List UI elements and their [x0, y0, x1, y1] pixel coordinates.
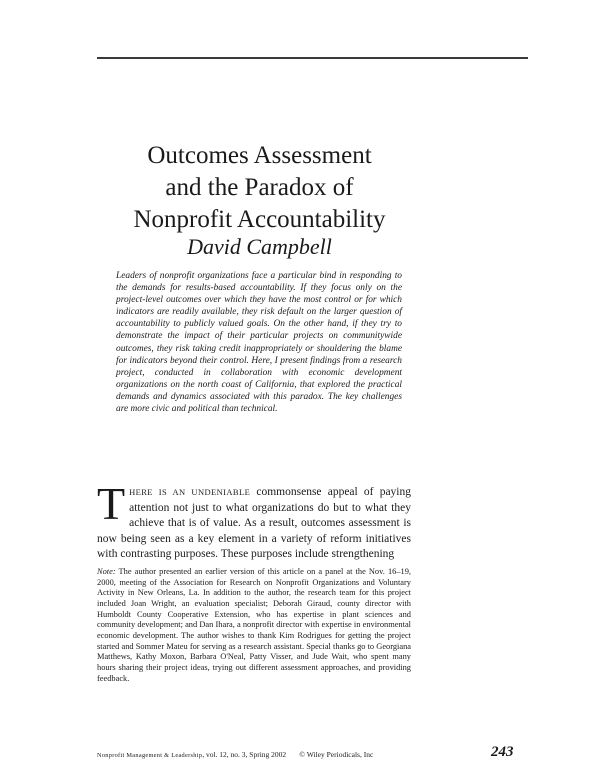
- title-line-1: Outcomes Assessment: [147, 142, 372, 169]
- note-label: Note:: [97, 567, 116, 576]
- footer: [97, 750, 373, 759]
- title-line-3: Nonprofit Accountability: [133, 206, 386, 233]
- body-paragraph: commonsense appeal of paying attention not just to what organizations do but to what they achieve that is of value. As a result, outcomes assessment is now being seen as a key element in a variety of reform initiatives with contrasting purposes. These purposes include strengthening: [97, 486, 411, 561]
- page-number: 243: [491, 744, 514, 760]
- copyright: © Wiley Periodicals, Inc: [299, 750, 374, 759]
- abstract: Leaders of nonprofit organizations face a particular bind in responding to the demands for results-based accountability. If they focus only on the project-level outcomes over which they have the most control or for which indicators are readily available, they risk default on the larger question of accountability to publicly valued goals. On the other hand, if they try to demonstrate the impact of their particular projects on communitywide outcomes, they risk taking credit inappropriately or shouldering the blame for indicators beyond their control. Here, I present findings from a research project, conducted in collaboration with economic development organizations on the north coast of California, that explored the practical demands and dynamics associated with this paradox. The key challenges are more civic and political than technical.: [116, 271, 402, 415]
- author-name: David Campbell: [187, 234, 332, 259]
- title-line-2: and the Paradox of: [165, 174, 354, 201]
- article-title: [97, 140, 422, 236]
- issue-info: , vol. 12, no. 3, Spring 2002: [202, 750, 287, 759]
- note-text: The author presented an earlier version of this article on a panel at the Nov. 16–19, 2000, meeting of the Association for Research on Nonprofit Organizations and Voluntary Activity in New Orleans, La. In addition to the author, the research team for this project included Joan Wright, an evaluation specialist; Deborah Giraud, county director with Humboldt County Cooperative Extension, who has expertise in plant sciences and community development; and Dan Ihara, a nonprofit director with expertise in environmental economic development. The author wishes to thank Kim Rodrigues for getting the project started and Sommer Mateu for serving as a research assistant. Special thanks go to Georgiana Matthews, Kathy Moxon, Barbara O'Neal, Patty Visser, and Jude Wait, who spent many hours sharing their project ideas, trying out different assessment approaches, and providing feedback.: [97, 567, 411, 683]
- body-text: [97, 478, 411, 563]
- author-note: [97, 567, 411, 684]
- header-rule: [97, 57, 528, 59]
- drop-cap: T: [97, 478, 126, 529]
- journal-name: Nonprofit Management & Leadership: [97, 752, 203, 759]
- small-caps-opening: HERE IS AN UNDENIABLE: [129, 487, 251, 497]
